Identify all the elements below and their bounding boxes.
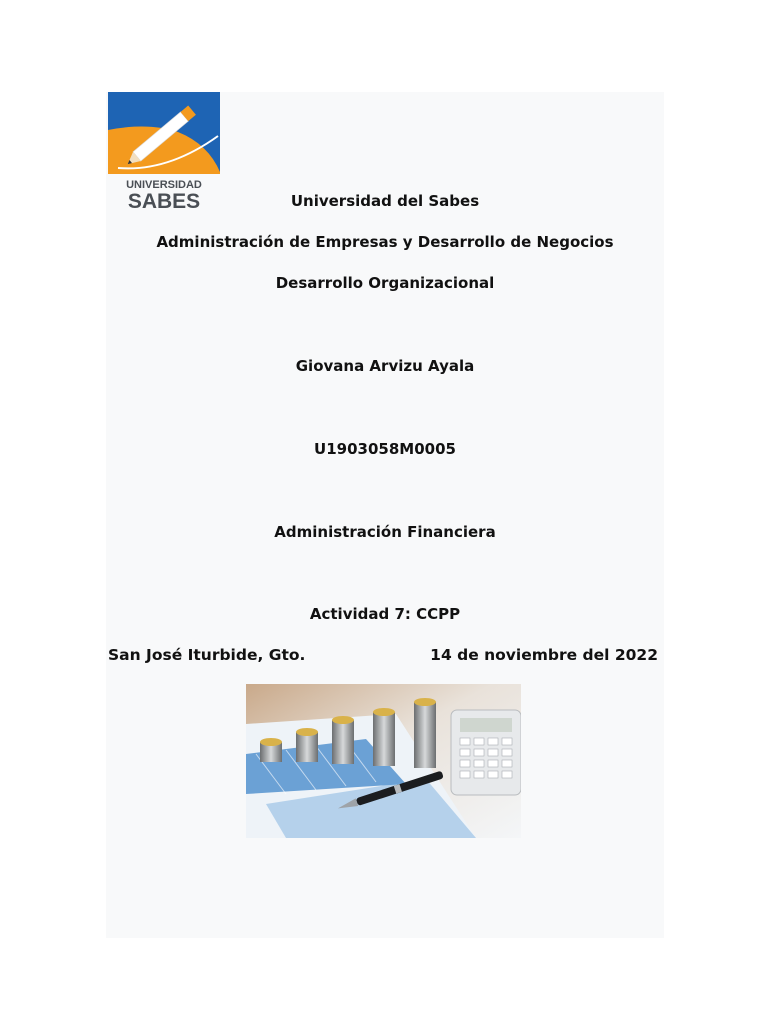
location-text: San José Iturbide, Gto. bbox=[108, 646, 306, 664]
logo-line1: UNIVERSIDAD bbox=[126, 179, 202, 191]
program-name: Administración de Empresas y Desarrollo de Negocios bbox=[156, 233, 614, 251]
logo-line2: SABES bbox=[127, 190, 201, 210]
subject-name: Administración Financiera bbox=[274, 523, 496, 541]
finance-coins-calculator-photo bbox=[246, 684, 521, 838]
university-name: Universidad del Sabes bbox=[290, 192, 480, 210]
student-name: Giovana Arvizu Ayala bbox=[295, 357, 475, 375]
student-id: U1903058M0005 bbox=[314, 440, 456, 458]
date-text: 14 de noviembre del 2022 bbox=[430, 646, 658, 664]
document-page bbox=[106, 92, 664, 938]
course-name: Desarrollo Organizacional bbox=[275, 274, 495, 292]
activity-title: Actividad 7: CCPP bbox=[309, 605, 461, 623]
